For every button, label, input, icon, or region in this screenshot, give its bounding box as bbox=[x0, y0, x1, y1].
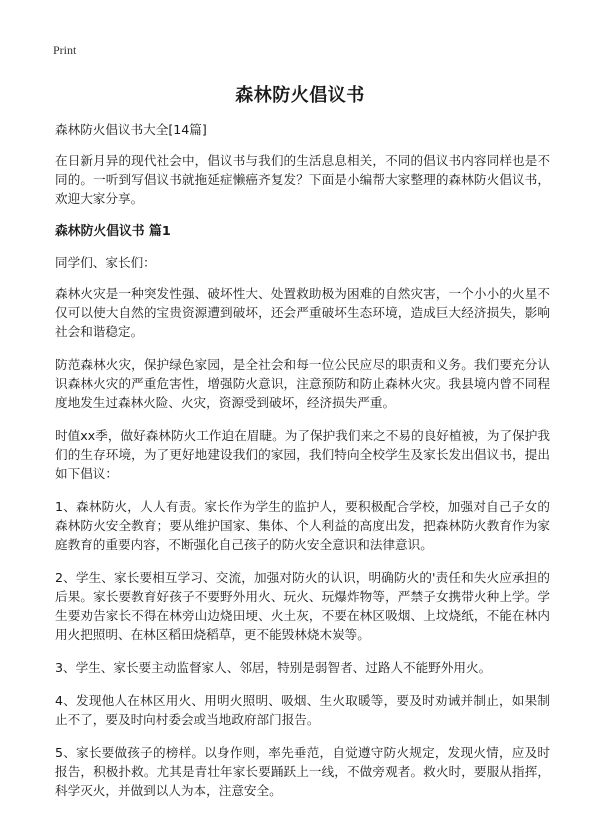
body-paragraph-8: 5、家长要做孩子的榜样。以身作则，率先垂范，自觉遵守防火规定，发现火情，应及时报告，积极扑救。尤其是青壮年家长要踊跃上一线，不做旁观者。救火时，要服从指挥，科学灭火，并做到以人为本，注意安全。 bbox=[55, 745, 550, 798]
intro-paragraph: 在日新月异的现代社会中，倡议书与我们的生活息息相关，不同的倡议书内容同样也是不同的。一听到写倡议书就拖延症懒癌齐复发？下面是小编帮大家整理的森林防火倡议书，欢迎大家分享。 bbox=[55, 153, 550, 206]
body-paragraph-6: 3、学生、家长要主动监督家人、邻居，特别是弱智者、过路人不能野外用火。 bbox=[55, 660, 492, 675]
body-paragraph-1: 森林火灾是一种突发性强、破坏性大、处置救助极为困难的自然灾害，一个小小的火星不仅可以使大自然的宝贵资源遭到破坏，还会严重破坏生态环境，造成巨大经济损失，影响社会和谐稳定。 bbox=[55, 286, 550, 339]
body-paragraph-7: 4、发现他人在林区用火、用明火照明、吸烟、生火取暖等，要及时劝诫并制止，如果制止不了，要及时向村委会或当地政府部门报告。 bbox=[55, 693, 550, 727]
section-heading: 森林防火倡议书 篇1 bbox=[55, 224, 171, 239]
body-paragraph-2: 防范森林火灾，保护绿色家园，是全社会和每一位公民应尽的职责和义务。我们要充分认识森林火灾的严重危害性，增强防火意识，注意预防和防止森林火灾。我县境内曾不同程度地发生过森林火险、火灾，资源受到破坏，经济损失严重。 bbox=[55, 357, 550, 410]
body-paragraph-3: 时值xx季，做好森林防火工作迫在眉睫。为了保护我们来之不易的良好植被，为了保护我们的生存环境，为了更好地建设我们的家园，我们特向全校学生及家长发出倡议书，提出如下倡议： bbox=[55, 428, 550, 481]
document-body bbox=[55, 120, 550, 814]
greeting: 同学们、家长们： bbox=[55, 255, 156, 270]
body-paragraph-5: 2、学生、家长要相互学习、交流，加强对防火的认识，明确防火的'责任和失火应承担的后果。家长要教育好孩子不要野外用火、玩火、玩爆炸物等，严禁子女携带火种上学。学生要劝告家长不得在林旁山边烧田埂、火土灰，不要在林区吸烟、上坟烧纸，不能在林内用火把照明、在林区稻田烧稻草，更不能毁林烧木炭等。 bbox=[55, 570, 550, 642]
page-title: 森林防火倡议书 bbox=[235, 85, 365, 106]
document-subtitle: 森林防火倡议书大全[14篇] bbox=[55, 122, 207, 137]
print-label[interactable]: Print bbox=[53, 43, 77, 57]
body-paragraph-4: 1、森林防火，人人有责。家长作为学生的监护人，要积极配合学校，加强对自己子女的森林防火安全教育；要从维护国家、集体、个人利益的高度出发，把森林防火教育作为家庭教育的重要内容，不断强化自己孩子的防火安全意识和法律意识。 bbox=[55, 499, 550, 552]
